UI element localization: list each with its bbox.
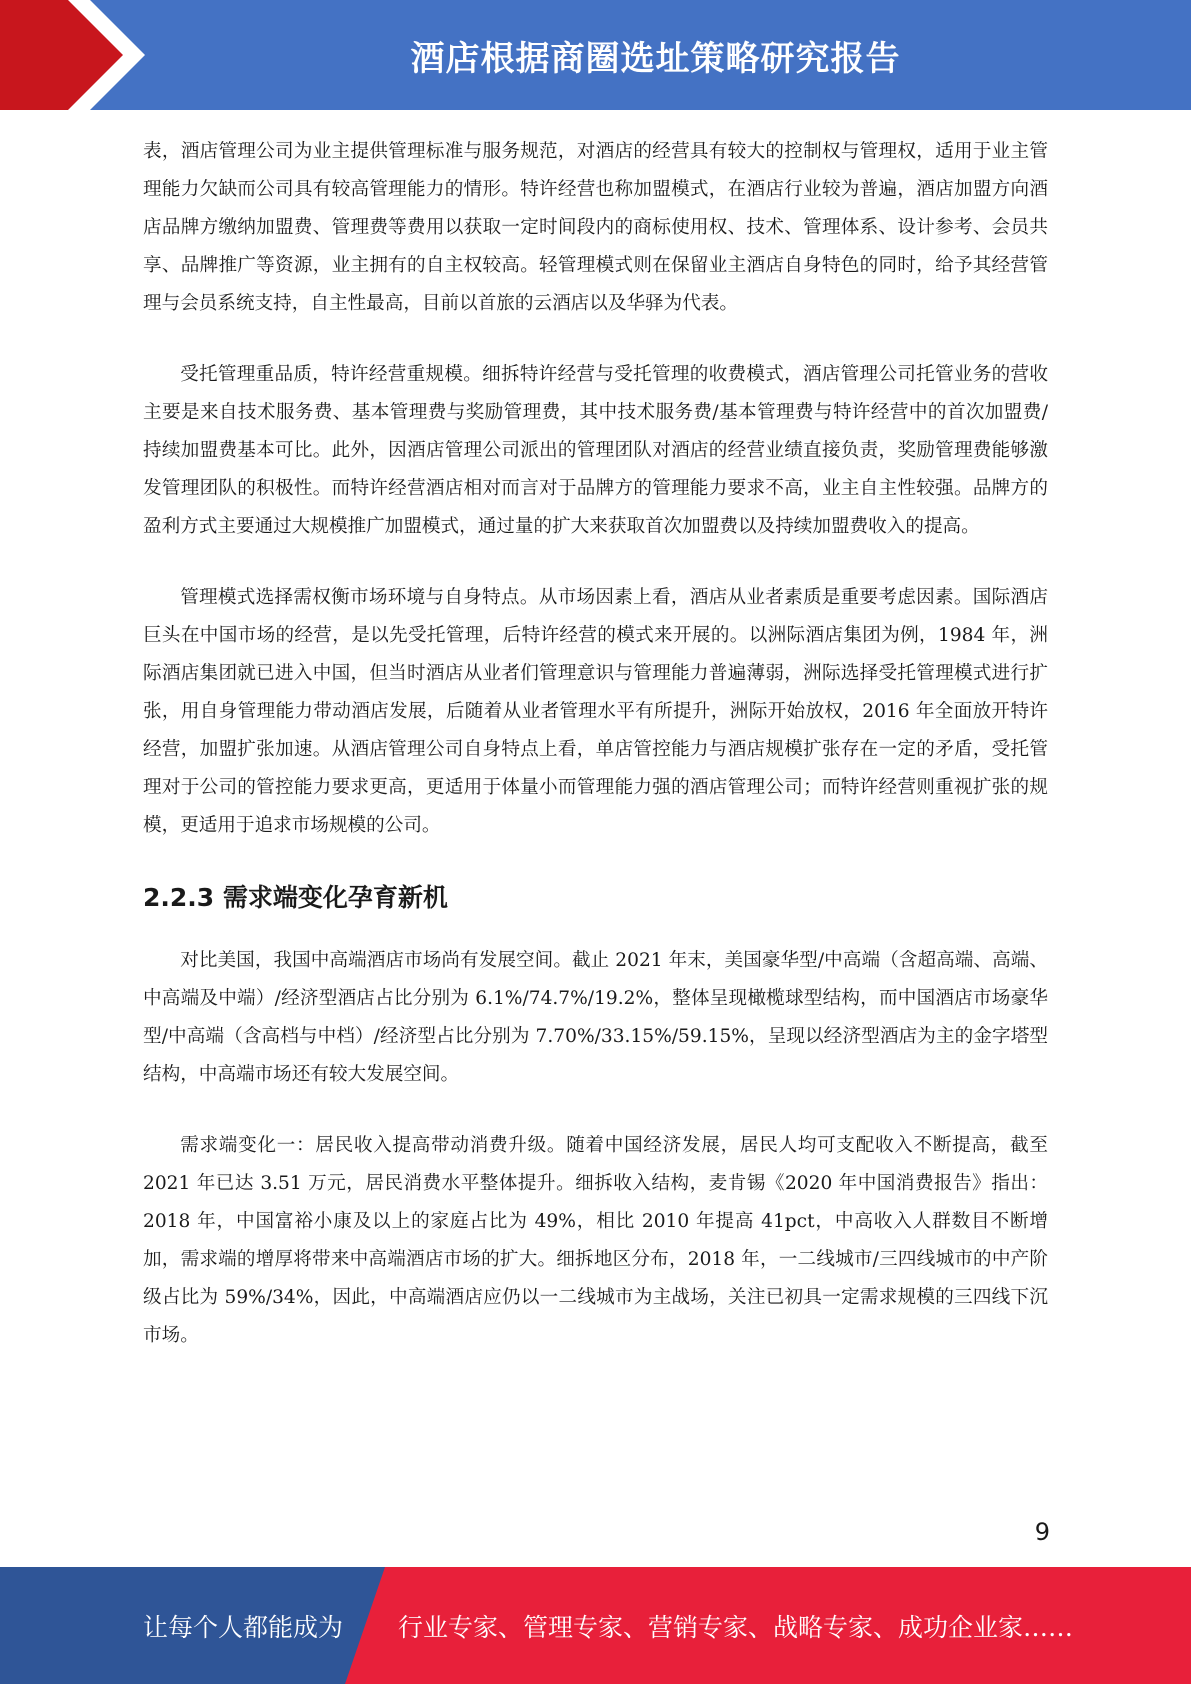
paragraph: 管理模式选择需权衡市场环境与自身特点。从市场因素上看，酒店从业者素质是重要考虑因素。国际酒店巨头在中国市场的经营，是以先受托管理，后特许经营的模式来开展的。以洲际酒店集团为例，1984 年，洲际酒店集团就已进入中国，但当时酒店从业者们管理意识与管理能力普遍薄弱，洲际选择受托管理模式进行扩张，用自身管理能力带动酒店发展，后随着从业者管理水平有所提升，洲际开始放权，2016 年全面放开特许经营，加盟扩张加速。从酒店管理公司自身特点上看，单店管控能力与酒店规模扩张存在一定的矛盾，受托管理对于公司的管控能力要求更高，更适用于体量小而管理能力强的酒店管理公司；而特许经营则重视扩张的规模，更适用于追求市场规模的公司。 xyxy=(143,587,1048,836)
paragraph: 对比美国，我国中高端酒店市场尚有发展空间。截止 2021 年末，美国豪华型/中高端（含超高端、高端、中高端及中端）/经济型酒店占比分别为 6.1%/74.7%/19.2%，整体呈现橄榄球型结构，而中国酒店市场豪华型/中高端（含高档与中档）/经济型占比分别为 7.70%/33.15%/59.15%，呈现以经济型酒店为主的金字塔型结构，中高端市场还有较大发展空间。 xyxy=(143,950,1048,1085)
page-number: 9 xyxy=(1034,1518,1050,1546)
page-footer xyxy=(0,1567,1191,1684)
paragraph-continued: 表，酒店管理公司为业主提供管理标准与服务规范，对酒店的经营具有较大的控制权与管理权，适用于业主管理能力欠缺而公司具有较高管理能力的情形。特许经营也称加盟模式，在酒店行业较为普遍，酒店加盟方向酒店品牌方缴纳加盟费、管理费等费用以获取一定时间段内的商标使用权、技术、管理体系、设计参考、会员共享、品牌推广等资源，业主拥有的自主权较高。轻管理模式则在保留业主酒店自身特色的同时，给予其经营管理与会员系统支持，自主性最高，目前以首旅的云酒店以及华驿为代表。 xyxy=(143,141,1048,314)
footer-slogan-right: 行业专家、管理专家、营销专家、战略专家、成功企业家…… xyxy=(398,1612,1074,1642)
page-body xyxy=(143,133,1048,1388)
paragraph: 受托管理重品质，特许经营重规模。细拆特许经营与受托管理的收费模式，酒店管理公司托管业务的营收主要是来自技术服务费、基本管理费与奖励管理费，其中技术服务费/基本管理费与特许经营中的首次加盟费/持续加盟费基本可比。此外，因酒店管理公司派出的管理团队对酒店的经营业绩直接负责，奖励管理费能够激发管理团队的积极性。而特许经营酒店相对而言对于品牌方的管理能力要求不高，业主自主性较强。品牌方的盈利方式主要通过大规模推广加盟模式，通过量的扩大来获取首次加盟费以及持续加盟费收入的提高。 xyxy=(143,364,1048,537)
page-header xyxy=(0,0,1191,110)
paragraph: 需求端变化一：居民收入提高带动消费升级。随着中国经济发展，居民人均可支配收入不断提高，截至 2021 年已达 3.51 万元，居民消费水平整体提升。细拆收入结构，麦肯锡《2020 年中国消费报告》指出：2018 年，中国富裕小康及以上的家庭占比为 49%，相比 2010 年提高 41pct，中高收入人群数目不断增加，需求端的增厚将带来中高端酒店市场的扩大。细拆地区分布，2018 年，一二线城市/三四线城市的中产阶级占比为 59%/34%，因此，中高端酒店应仍以一二线城市为主战场，关注已初具一定需求规模的三四线下沉市场。 xyxy=(143,1135,1048,1346)
section-heading: 2.2.3 需求端变化孕育新机 xyxy=(143,883,448,912)
report-title: 酒店根据商圈选址策略研究报告 xyxy=(410,38,901,79)
footer-slogan-left: 让每个人都能成为 xyxy=(143,1612,344,1642)
header-arrow-decoration xyxy=(0,0,160,110)
